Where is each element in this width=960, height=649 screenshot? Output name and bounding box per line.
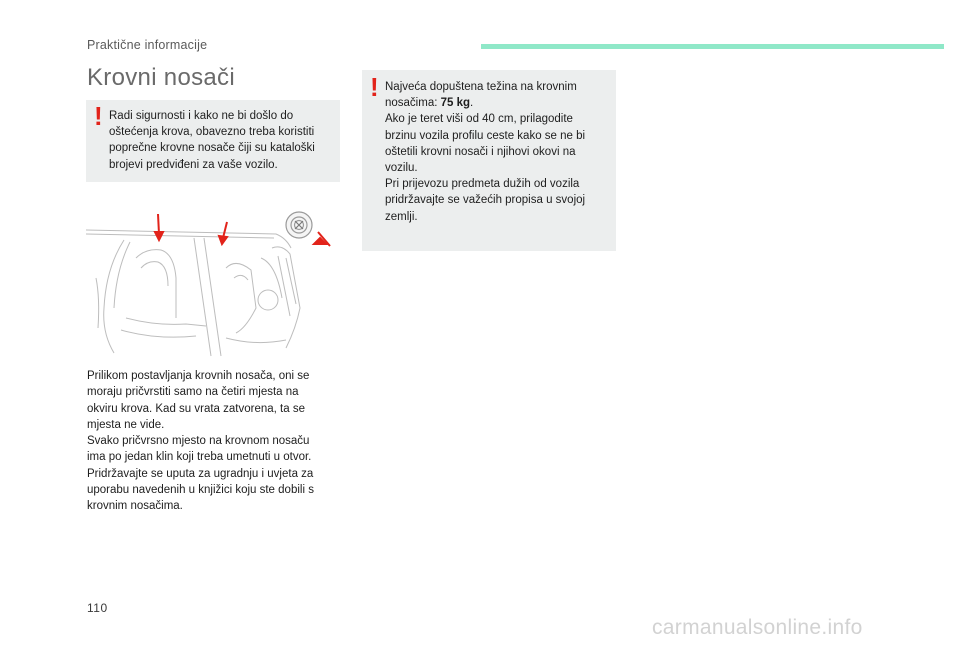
max-load-value: 75 kg [440,97,471,110]
instruction-text: Prilikom postavljanja krovnih nosača, oni se moraju pričvrstiti samo na četiri mjesta na okviru krova. Kad su vrata zatvorena, ta se mjesta ne vide. Svako pričvrsno mjesto na krovnom nosaču ima po jedan klin koji treba umetnuti u otvor. Pridržavajte se uputa za ugradnju i uvjeta za uporabu navedenih u knjižici koju ste dobili s krovnim nosačima. [87,370,314,513]
load-warning-box [362,70,616,251]
page-number: 110 [87,601,108,615]
header-accent-bar [481,44,944,49]
watermark-text: carmanualsonline.info [652,616,863,639]
warning-exclamation-icon: ! [94,101,103,131]
roof-rack-mounting-illustration [86,208,340,358]
page-title: Krovni nosači [87,64,235,91]
warning-text: Radi sigurnosti i kako ne bi došlo do oštećenja krova, obavezno treba koristiti poprečne krovne nosače čiji su kataloški brojevi predviđeni za vaše vozilo. [109,110,315,171]
safety-warning-box [86,100,340,182]
warning-exclamation-icon: ! [370,72,379,102]
section-header: Praktične informacije [87,38,208,52]
warning-text: Najveća dopuštena težina na krovnim nosačima: 75 kg. Ako je teret viši od 40 cm, prilagodite brzinu vozila profilu ceste kako se ne bi oštetili krovni nosači i njihovi okovi na vozilu. Pri prijevozu predmeta dužih od vozila pridržavajte se važećih propisa u svojoj zemlji. [385,81,586,223]
roof-mount-point-magnifier-icon [286,212,312,238]
